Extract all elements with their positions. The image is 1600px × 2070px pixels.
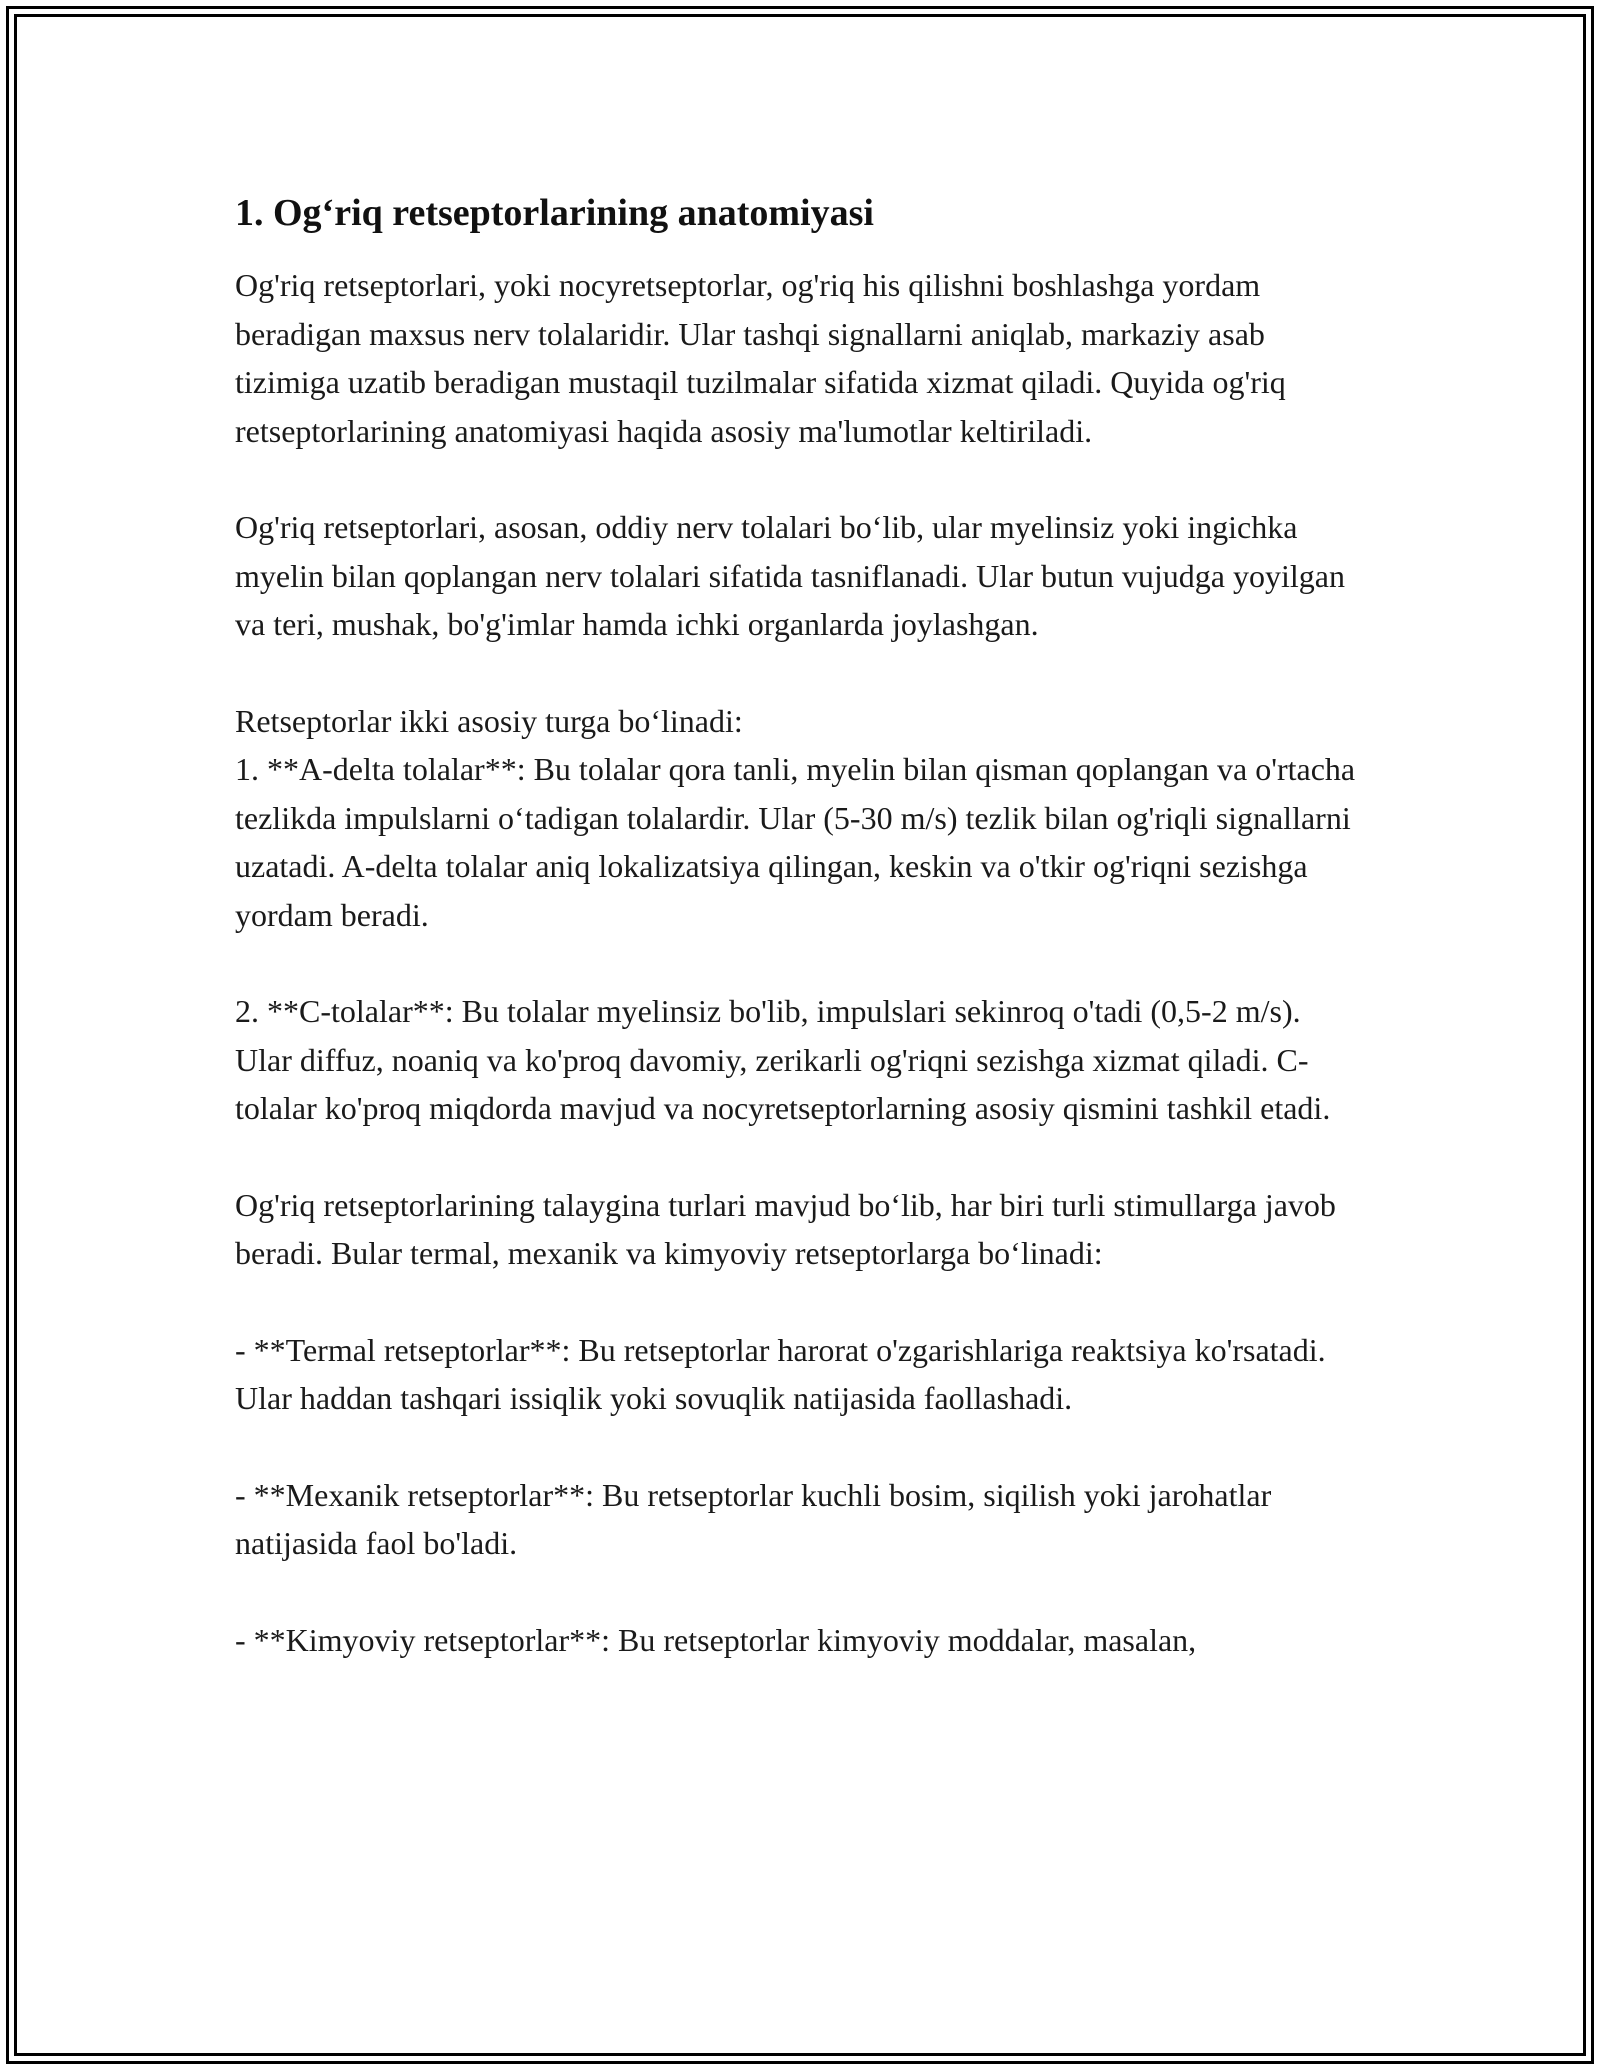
list-item-chemical: - **Kimyoviy retseptorlar**: Bu retseptorlar kimyoviy moddalar, masalan, [235, 1621, 1197, 1658]
fiber-description-paragraph: Og'riq retseptorlari, asosan, oddiy nerv tolalari bo‘lib, ular myelinsiz yoki ingichka myelin bilan qoplangan nerv tolalari sifatida tasniflanadi. Ular butun vujudga yoyilgan va teri, mushak, bo'g'imlar hamda ichki organlarda joylashgan. [235, 509, 1345, 642]
list-item-c-fibers: 2. **C-tolalar**: Bu tolalar myelinsiz bo'lib, impulslari sekinroq o'tadi (0,5-2 m/s). Ular diffuz, noaniq va ko'proq davomiy, zerikarli og'riqni sezishga xizmat qiladi. C-tolalar ko'proq miqdorda mavjud va nocyretseptorlarning asosiy qismini tashkil etadi. [235, 993, 1331, 1126]
list-item-thermal: - **Termal retseptorlar**: Bu retseptorlar harorat o'zgarishlariga reaktsiya ko'rsatadi. Ular haddan tashqari issiqlik yoki sovuqlik natijasida faollashadi. [235, 1331, 1326, 1416]
intro-paragraph: Og'riq retseptorlari, yoki nocyretseptorlar, og'riq his qilishni boshlashga yordam beradigan maxsus nerv tolalaridir. Ular tashqi signallarni aniqlab, markaziy asab tizimiga uzatib beradigan mustaqil tuzilmalar sifatida xizmat qiladi. Quyida og'riq retseptorlarining anatomiyasi haqida asosiy ma'lumotlar keltiriladi. [235, 267, 1286, 449]
receptor-types-intro: Retseptorlar ikki asosiy turga bo‘linadi: [235, 702, 743, 739]
list-item-mechanical: - **Mexanik retseptorlar**: Bu retseptorlar kuchli bosim, siqilish yoki jarohatlar natijasida faol bo'ladi. [235, 1476, 1272, 1561]
list-item-a-delta: 1. **A-delta tolalar**: Bu tolalar qora tanli, myelin bilan qisman qoplangan va o'rtacha tezlikda impulslarni o‘tadigan tolalardir. Ular (5-30 m/s) tezlik bilan og'riqli signallarni uzatadi. A-delta tolalar aniq lokalizatsiya qilingan, keskin va o'tkir og'riqni sezishga yordam beradi. [235, 751, 1356, 933]
document-page [235, 185, 1365, 1664]
section-heading: 1. Og‘riq retseptorlarining anatomiyasi [235, 192, 874, 234]
receptor-categories-paragraph: Og'riq retseptorlarining talaygina turlari mavjud bo‘lib, har biri turli stimullarga javob beradi. Bular termal, mexanik va kimyoviy retseptorlarga bo‘linadi: [235, 1186, 1336, 1271]
